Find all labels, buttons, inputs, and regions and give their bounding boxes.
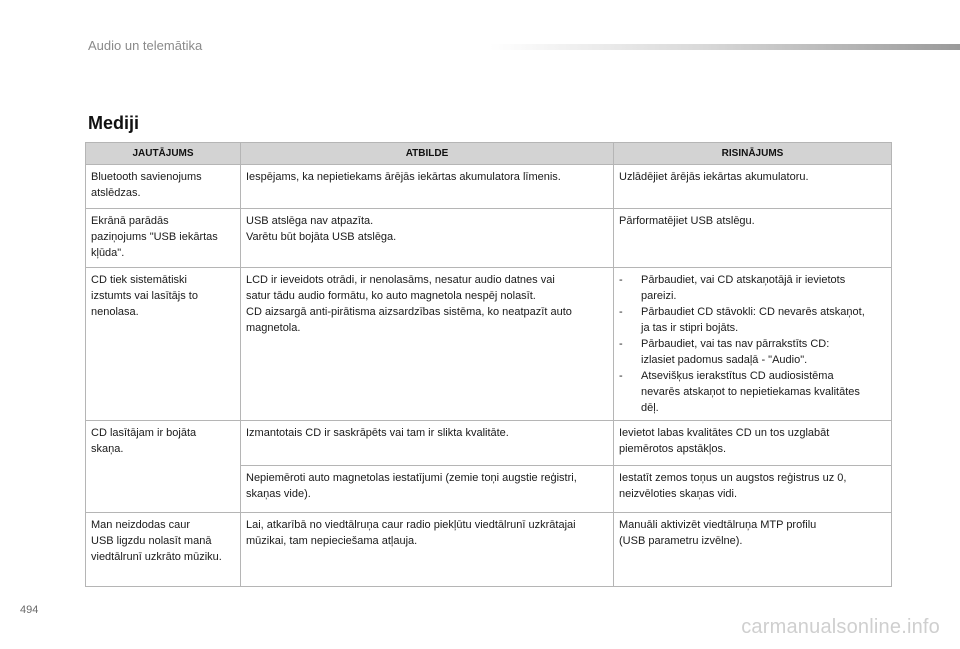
answer-cell <box>241 165 614 209</box>
cell-line: Ievietot labas kvalitātes CD un tos uzglabāt <box>619 427 830 439</box>
dash-list-item <box>619 304 887 336</box>
answer-cell <box>241 421 614 466</box>
column-header-answer: ATBILDE <box>241 143 614 165</box>
table-row <box>86 209 892 268</box>
cell-line: Atsevišķus ierakstītus CD audiosistēma <box>641 370 834 382</box>
question-cell <box>86 513 241 587</box>
header-title: Audio un telemātika <box>88 38 203 53</box>
cell-line: satur tādu audio formātu, ko auto magnetola nespēj nolasīt. <box>246 290 536 302</box>
cell-line: Varētu būt bojāta USB atslēga. <box>246 231 397 243</box>
dash-bullet: - <box>619 274 623 286</box>
answer-cell <box>241 466 614 513</box>
cell-line: izlasiet padomus sadaļā - "Audio". <box>641 354 808 366</box>
answer-cell <box>241 513 614 587</box>
solution-cell <box>614 466 892 513</box>
cell-line: viedtālrunī uzkrāto mūziku. <box>91 551 222 563</box>
cell-line: Pārbaudiet CD stāvokli: CD nevarēs atskaņot, <box>641 306 865 318</box>
solution-cell <box>614 268 892 421</box>
cell-line: Pārformatējiet USB atslēgu. <box>619 215 755 227</box>
cell-line: skaņas vide). <box>246 488 311 500</box>
answer-cell <box>241 209 614 268</box>
cell-line: Nepiemēroti auto magnetolas iestatījumi (zemie toņi augstie reģistri, <box>246 472 577 484</box>
solution-cell <box>614 209 892 268</box>
cell-line: nevarēs atskaņot to nepietiekamas kvalitātes <box>641 386 860 398</box>
dash-bullet: - <box>619 338 623 350</box>
answer-cell <box>241 268 614 421</box>
cell-line: CD tiek sistemātiski <box>91 274 187 286</box>
cell-line: Iestatīt zemos toņus un augstos reģistrus uz 0, <box>619 472 847 484</box>
cell-line: Ekrānā parādās <box>91 215 169 227</box>
solution-cell <box>614 421 892 466</box>
cell-line: (USB parametru izvēlne). <box>619 535 743 547</box>
page-number: 494 <box>20 604 39 616</box>
cell-line: atslēdzas. <box>91 187 141 199</box>
cell-line: kļūda". <box>91 247 125 259</box>
section-title: Mediji <box>88 113 140 133</box>
column-header-question: JAUTĀJUMS <box>86 143 241 165</box>
table-row <box>86 268 892 421</box>
question-cell <box>86 165 241 209</box>
cell-line: Pārbaudiet, vai CD atskaņotājā ir ievietots <box>641 274 846 286</box>
cell-line: Manuāli aktivizēt viedtālruņa MTP profilu <box>619 519 817 531</box>
watermark-text: carmanualsonline.info <box>741 616 940 638</box>
cell-line: Bluetooth savienojums <box>91 171 202 183</box>
question-cell <box>86 421 241 513</box>
cell-line: Lai, atkarībā no viedtālruņa caur radio piekļūtu viedtālrunī uzkrātajai <box>246 519 576 531</box>
question-cell <box>86 268 241 421</box>
question-cell <box>86 209 241 268</box>
cell-line: neizvēloties skaņas vidi. <box>619 488 738 500</box>
cell-line: LCD ir ieveidots otrādi, ir nenolasāms, nesatur audio datnes vai <box>246 274 555 286</box>
cell-line: izstumts vai lasītājs to <box>91 290 198 302</box>
table-row <box>86 513 892 587</box>
cell-line: magnetola. <box>246 322 301 334</box>
cell-line: CD aizsargā anti-pirātisma aizsardzības sistēma, ko neatpazīt auto <box>246 306 572 318</box>
cell-line: USB ligzdu nolasīt manā <box>91 535 212 547</box>
table-header-row <box>86 143 892 165</box>
column-header-solution: RISINĀJUMS <box>614 143 892 165</box>
cell-line: skaņa. <box>91 443 124 455</box>
cell-line: paziņojums "USB iekārtas <box>91 231 218 243</box>
cell-line: Izmantotais CD ir saskrāpēts vai tam ir slikta kvalitāte. <box>246 427 509 439</box>
dash-bullet: - <box>619 370 623 382</box>
cell-line: Iespējams, ka nepietiekams ārējās iekārtas akumulatora līmenis. <box>246 171 561 183</box>
cell-line: mūzikai, tam nepieciešama atļauja. <box>246 535 418 547</box>
cell-line: ja tas ir stipri bojāts. <box>641 322 739 334</box>
solution-cell <box>614 513 892 587</box>
cell-line: Man neizdodas caur <box>91 519 191 531</box>
dash-bullet: - <box>619 306 623 318</box>
table-row <box>86 421 892 466</box>
cell-line: CD lasītājam ir bojāta <box>91 427 197 439</box>
dash-list-item <box>619 368 887 416</box>
cell-line: piemērotos apstākļos. <box>619 443 726 455</box>
solution-cell <box>614 165 892 209</box>
cell-line: pareizi. <box>641 290 677 302</box>
dash-list-item <box>619 336 887 368</box>
table-row <box>86 165 892 209</box>
cell-line: Pārbaudiet, vai tas nav pārrakstīts CD: <box>641 338 830 350</box>
faq-table <box>85 142 892 587</box>
cell-line: USB atslēga nav atpazīta. <box>246 215 374 227</box>
cell-line: nenolasa. <box>91 306 139 318</box>
cell-line: dēļ. <box>641 402 659 414</box>
cell-line: Uzlādējiet ārējās iekārtas akumulatoru. <box>619 171 809 183</box>
dash-list-item <box>619 272 887 304</box>
header-decorative-bar <box>490 44 960 50</box>
